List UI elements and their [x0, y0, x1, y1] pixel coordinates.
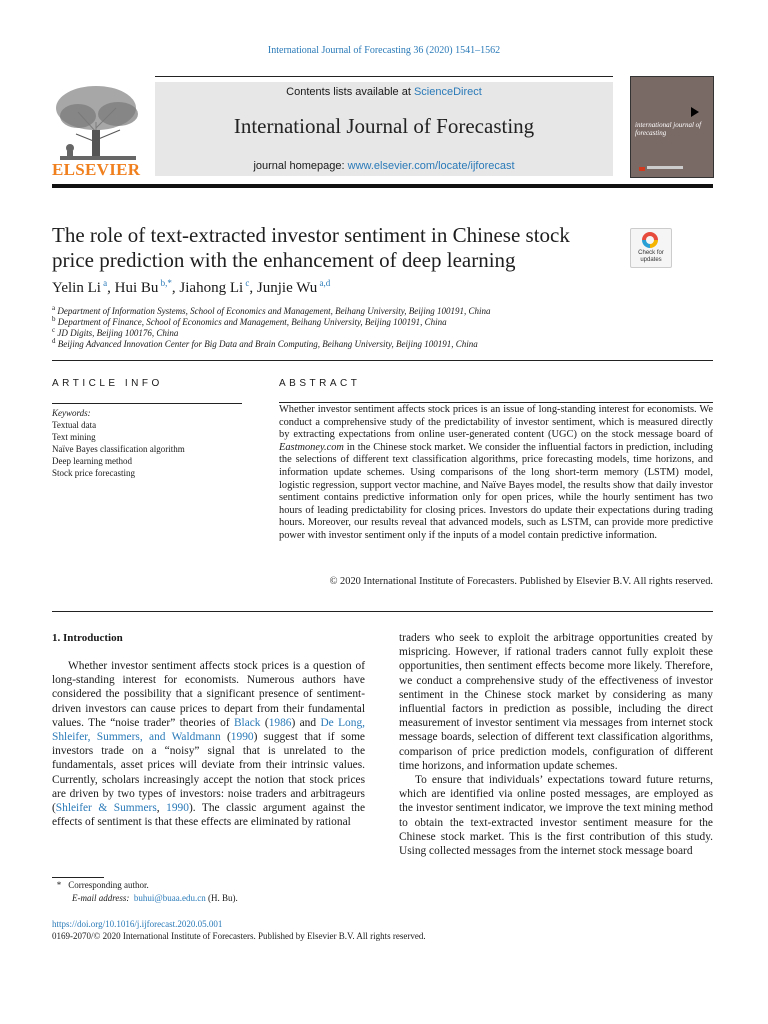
affiliation-marker: a	[52, 304, 56, 312]
author-name: Hui Bu	[114, 280, 159, 296]
keyword-item: Naïve Bayes classification algorithm	[52, 444, 185, 454]
abstract-divider	[52, 611, 713, 612]
keywords-label: Keywords:	[52, 408, 91, 418]
intro-text: ). The classic argument against the effects of sentiment is that these effects are eliminated by rational	[52, 802, 366, 829]
affiliation-d	[52, 337, 478, 349]
affiliation-text: JD Digits, Beijing 100176, China	[57, 328, 179, 338]
badge-label-line-2: updates	[640, 257, 662, 263]
masthead-divider	[52, 184, 713, 188]
email-link[interactable]: buhui@buaa.edu.cn	[133, 893, 206, 903]
author-affiliation-ref[interactable]: a	[103, 278, 108, 288]
citation-link[interactable]: De Long, Shleifer, Summers, and Waldmann	[52, 716, 365, 744]
contents-prefix: Contents lists available at	[286, 86, 414, 98]
homepage-prefix: journal homepage:	[253, 160, 348, 172]
cover-publisher-mark	[639, 167, 645, 171]
abstract-text-part-1: Whether investor sentiment affects stock prices is an issue of long-standing interest for economists. We conduct a comprehensive study of the predictability of investor sentiment, which is measured directly by extracting expectations from online user-generated content (UGC) on the stock message board of	[279, 404, 713, 441]
contents-line	[155, 86, 613, 98]
corresponding-author-note	[52, 880, 149, 890]
intro-text: (	[260, 716, 269, 729]
cover-arrow-icon	[691, 107, 699, 117]
journal-title: International Journal of Forecasting	[233, 114, 535, 138]
citation-year-link[interactable]: 1990	[166, 802, 189, 815]
author-name: Jiahong Li	[179, 280, 244, 296]
footnote-rule	[52, 877, 104, 878]
header-top-rule	[155, 76, 613, 77]
affiliation-text: Department of Information Systems, School of Economics and Management, Beihang University, Beijing 100191, China	[57, 306, 491, 316]
article-title-line-2: price prediction with the enhancement of deep learning	[52, 248, 516, 272]
affiliation-marker: c	[52, 326, 56, 334]
homepage-link[interactable]: www.elsevier.com/locate/ijforecast	[347, 160, 515, 172]
intro-text: (	[220, 731, 231, 744]
affiliation-marker: b	[52, 315, 56, 323]
badge-label	[631, 250, 671, 264]
badge-label-line-1: Check for	[638, 250, 664, 256]
issn-copyright: 0169-2070/© 2020 International Institute of Forecasters. Published by Elsevier B.V. All rights reserved.	[52, 931, 426, 941]
keyword-item: Text mining	[52, 432, 96, 442]
intro-text: ,	[156, 802, 167, 815]
introduction-heading: 1. Introduction	[52, 632, 123, 644]
doi-link[interactable]: https://doi.org/10.1016/j.ijforecast.2020.05.001	[52, 919, 223, 929]
author-affiliation-ref[interactable]: c	[245, 278, 250, 288]
citation-year-link[interactable]: 1986	[268, 716, 292, 729]
abstract-text-part-2: in the Chinese stock market. We consider the influential factors in prediction, including the selections of different text classification algorithms, price forecasting models, time horizons, and information update schemes. Using comparisons of the long short-term memory (LSTM) model, logistic regression, support vector machine, and Naïve Bayes model, the results show that daily investor sentiment contains predictive information only for open prices, while the hourly sentiment has two hours of leading predictability for closing prices. Investors do update their expectations during trading hours. Moreover, our results reveal that advanced models, such as LSTM, can provide more predictive power with investor sentiment only if the inputs of a model contain predictive information.	[279, 441, 713, 541]
corresponding-marker: *	[56, 880, 62, 890]
corresponding-text: Corresponding author.	[68, 880, 149, 890]
article-title	[52, 223, 622, 273]
citation-link[interactable]: Black	[233, 716, 261, 729]
homepage-line	[155, 160, 613, 172]
keywords-box	[52, 403, 242, 479]
author-name: Yelin Li	[52, 280, 101, 296]
intro-right-column	[399, 631, 713, 858]
check-updates-icon	[642, 232, 658, 248]
journal-citation[interactable]: International Journal of Forecasting 36 (2020) 1541–1562	[267, 45, 501, 56]
keyword-item: Stock price forecasting	[52, 468, 135, 478]
author-name: Junjie Wu	[256, 280, 318, 296]
check-for-updates-badge[interactable]	[630, 228, 672, 268]
author-affiliation-ref[interactable]: b,*	[160, 278, 172, 288]
journal-masthead	[155, 82, 613, 176]
email-suffix: (H. Bu).	[205, 893, 238, 903]
citation-link[interactable]: Shleifer & Summers	[55, 802, 157, 815]
abstract-eastmoney-ref: Eastmoney.com	[279, 441, 344, 453]
cover-title: international journal of forecasting	[635, 121, 702, 137]
abstract-top-rule	[279, 402, 713, 403]
abstract-body	[279, 404, 713, 543]
abstract-copyright: © 2020 International Institute of Forecasters. Published by Elsevier B.V. All rights reserved.	[329, 576, 713, 587]
article-info-heading: ARTICLE INFO	[52, 378, 163, 389]
author-affiliation-ref[interactable]: a,d	[319, 278, 331, 288]
affiliation-text: Department of Finance, School of Economics and Management, Beihang University, Beijing 100191, China	[57, 317, 447, 327]
intro-text: Whether investor sentiment affects stock prices is a question of long-standing interest for economists. Numerous authors have considered the possibility that a significant presence of sentiment-driven investors can cause prices to depart from their fundamental values. The “noise trader” theories of	[52, 660, 365, 729]
intro-text: ) suggest that if some investors trade on a “noisy” signal that is unrelated to the fundamentals, asset prices will deviate from their intrinsic values. Currently, scholars increasingly accept the notion that stock prices are driven by two types of investors: noise traders and arbitrageurs (	[52, 731, 365, 815]
intro-left-column	[52, 659, 365, 829]
citation-year-link[interactable]: 1990	[230, 731, 254, 744]
keyword-item: Deep learning method	[52, 456, 132, 466]
intro-paragraph: traders who seek to exploit the arbitrage opportunities created by mispricing. However, if rational traders cannot fully exploit these opportunities, then sentiment effects become more likely. Therefore, we conduct a comprehensive study of the effectiveness of investor sentiment in the Chinese stock market by considering as many influential factors in prediction as possible, including the direct measurement of investor sentiment via messages from internet stock message boards, selection of different text classification algorithms, comparison of price prediction models, configuration of different time horizons, and information update schemes.	[399, 632, 713, 772]
affiliation-text: Beijing Advanced Innovation Center for Big Data and Brain Computing, Beihang University, Beijing 100191, China	[57, 339, 478, 349]
keyword-item: Textual data	[52, 420, 97, 430]
email-note	[72, 893, 238, 903]
journal-cover-thumbnail[interactable]	[630, 76, 714, 178]
article-title-line-1: The role of text-extracted investor sentiment in Chinese stock	[52, 223, 570, 247]
elsevier-wordmark: ELSEVIER	[52, 160, 141, 179]
affiliation-divider	[52, 360, 713, 361]
intro-paragraph	[52, 659, 365, 829]
affiliation-marker: d	[52, 337, 56, 345]
abstract-heading: ABSTRACT	[279, 378, 361, 389]
cover-publisher-text	[647, 166, 683, 169]
intro-text: ) and	[291, 716, 321, 729]
email-label: E-mail address:	[72, 893, 130, 903]
sciencedirect-link[interactable]: ScienceDirect	[413, 86, 482, 98]
author-list: Yelin Li $^a$, Hui Bu $^{b,*}$, Jiahong Li $^c$, Junjie Wu $^{a,d}$	[52, 278, 331, 296]
intro-paragraph: To ensure that individuals’ expectations toward future returns, which are identified via online posted messages, are employed as the investor sentiment indicator, we improve the text mining method to obtain the text-extracted investor sentiment measure for the Chinese stock market. This is the first contribution of this study. Using collected messages from the internet stock message board	[399, 774, 713, 858]
